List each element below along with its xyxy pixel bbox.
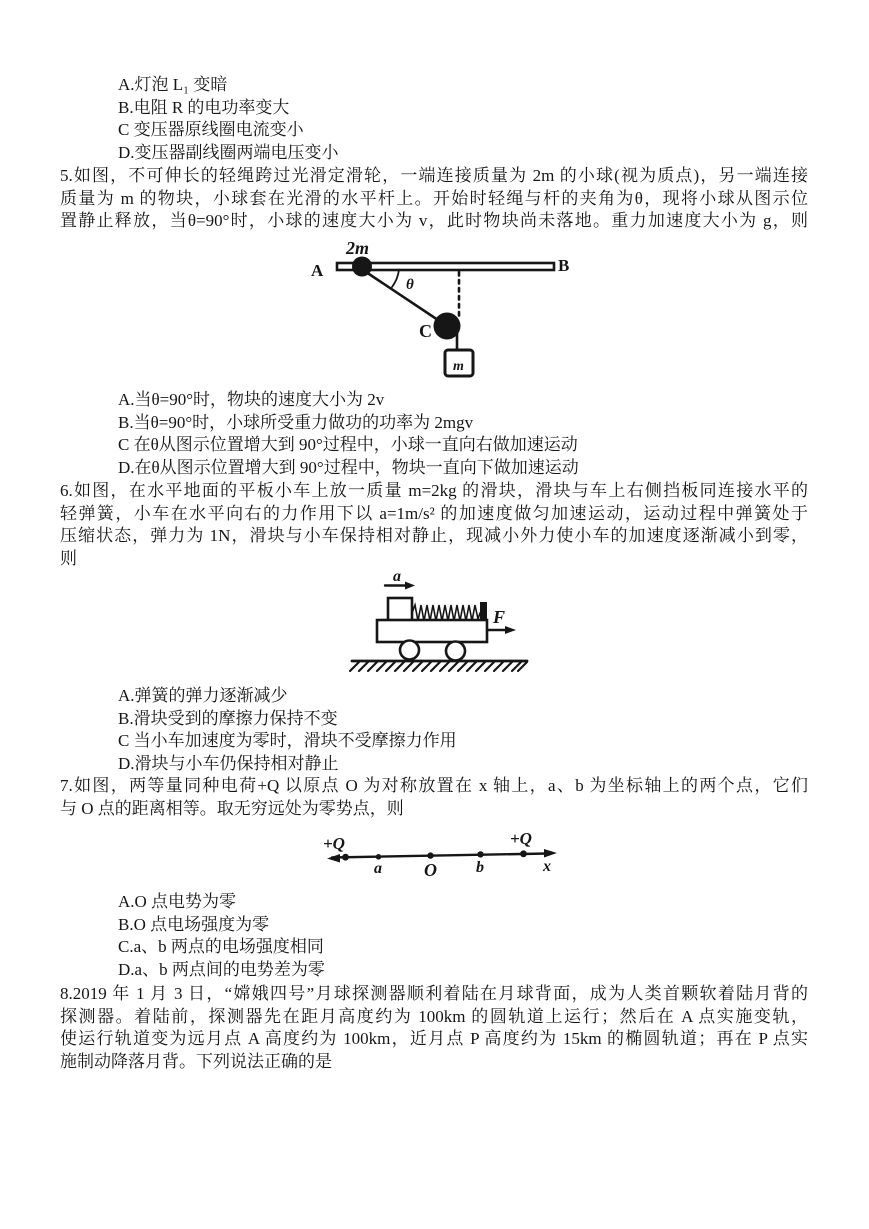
option-line: B.O 点电场强度为零 [118,914,270,934]
left-arrowhead [327,854,340,863]
origin-o-label: O [424,860,437,880]
point-b-label: b [476,859,484,876]
question-text-line: 使运行轨道变为远月点 A 高度约为 100km，近月点 P 高度约为 15km 的椭圆轨道；再在 P 点实 [60,1029,808,1049]
rod-end-b-label: B [558,256,570,275]
question-text-line: 探测器。着陆前，探测器先在距月高度约为 100km 的圆轨道上运行；然后在 A 点实施变轨， [60,1006,808,1026]
left-charge-label: +Q [323,834,345,853]
question-8-text [60,983,808,1073]
question-5-options [118,389,808,479]
option-line: B.当θ=90°时，小球所受重力做功的功率为 2mgv [118,412,474,432]
acceleration-arrowhead [405,582,415,590]
question-7-figure-charges-axis-diagram [310,820,580,888]
rod-end-a-label: A [311,261,324,280]
acceleration-label: a [393,568,401,585]
slider-block [388,598,412,622]
cart-platform [377,620,487,642]
point-a-label: a [374,860,382,877]
spring [412,605,480,621]
question-text-line: 施制动降落月背。下列说法正确的是 [60,1051,332,1071]
question-text-line: 8.2019 年 1 月 3 日，“嫦娥四号”月球探测器顺利着陆在月球背面，成为人类首颗软着陆月背的 [60,984,808,1003]
block-mass-label: m [453,359,464,374]
angle-arc [392,270,399,288]
question-text-line: 与 O 点的距离相等。取无穷远处为零势点，则 [60,798,404,818]
force-label: F [493,607,506,627]
question-text-line: 5.如图，不可伸长的轻绳跨过光滑定滑轮，一端连接质量为 2m 的小球(视为质点)，另一端连接 [60,166,808,185]
force-arrowhead [505,626,516,634]
option-line: D.a、b 两点间的电势差为零 [118,959,325,979]
right-charge-label: +Q [510,829,532,848]
option-line: D.在θ从图示位置增大到 90°过程中，物块一直向下做加速运动 [118,457,579,477]
option-line: A.弹簧的弹力逐渐减少 [118,686,288,705]
question-5-figure-pulley-diagram [300,238,590,388]
ball-mass-label: 2m [346,238,370,258]
ground-hatching [350,662,527,671]
option-line: B.滑块受到的摩擦力保持不变 [118,708,338,728]
question-text-line: 轻弹簧，小车在水平向右的力作用下以 a=1m/s² 的加速度做匀加速运动，运动过程中弹簧处于 [60,503,808,523]
option-line: C 变压器原线圈电流变小 [118,120,304,140]
x-axis-label: x [543,858,551,875]
question-text-line: 压缩状态，弹力为 1N，滑块与小车保持相对静止，现减小外力使小车的加速度逐渐减小到零， [60,526,808,546]
option-line: D.滑块与小车仍保持相对静止 [118,753,339,773]
question-6-options [118,685,808,775]
right-charge-dot [520,850,527,857]
pulley-c-label: C [419,321,432,341]
right-arrowhead [544,849,557,858]
question-text-line: 则 [60,548,77,568]
question-4-options [118,74,808,164]
option-line: A.O 点电势为零 [118,892,237,911]
option-line: C.a、b 两点的电场强度相同 [118,937,324,957]
question-6-figure-cart-spring-diagram [345,566,545,678]
point-a-dot [376,854,382,860]
point-b-dot [477,851,483,857]
question-7-options [118,891,808,981]
origin-o-dot [427,852,433,858]
question-text-line: 置静止释放，当θ=90°时，小球的速度大小为 v，此时物块尚未落地。重力加速度大小为 g，则 [60,211,808,231]
question-6-text [60,480,808,570]
question-7-text [60,775,808,820]
ball-2m [352,257,372,277]
question-text-line: 6.如图，在水平地面的平板小车上放一质量 m=2kg 的滑块，滑块与车上右侧挡板同连接水平的 [60,481,808,500]
option-line: B.电阻 R 的电功率变大 [118,97,290,117]
question-text-line: 7.如图，两等量同种电荷+Q 以原点 O 为对称放置在 x 轴上，a、b 为坐标轴上的两个点，它们 [60,776,808,795]
option-line: A.当θ=90°时，物块的速度大小为 2v [118,390,385,409]
x-axis-line [332,854,548,858]
option-line: D.变压器副线圈两端电压变小 [118,142,339,162]
angle-theta-label: θ [406,277,414,293]
option-line: C 当小车加速度为零时，滑块不受摩擦力作用 [118,731,457,751]
option-line: C 在θ从图示位置增大到 90°过程中，小球一直向右做加速运动 [118,435,578,455]
wheel [400,641,419,660]
wheel [446,642,465,661]
question-text-line: 质量为 m 的物块，小球套在光滑的水平杆上。开始时轻绳与杆的夹角为θ，现将小球从图示位 [60,188,808,208]
left-charge-dot [342,854,349,861]
option-line: A.灯泡 L₁ 变暗 [118,75,228,94]
question-5-text [60,165,808,233]
